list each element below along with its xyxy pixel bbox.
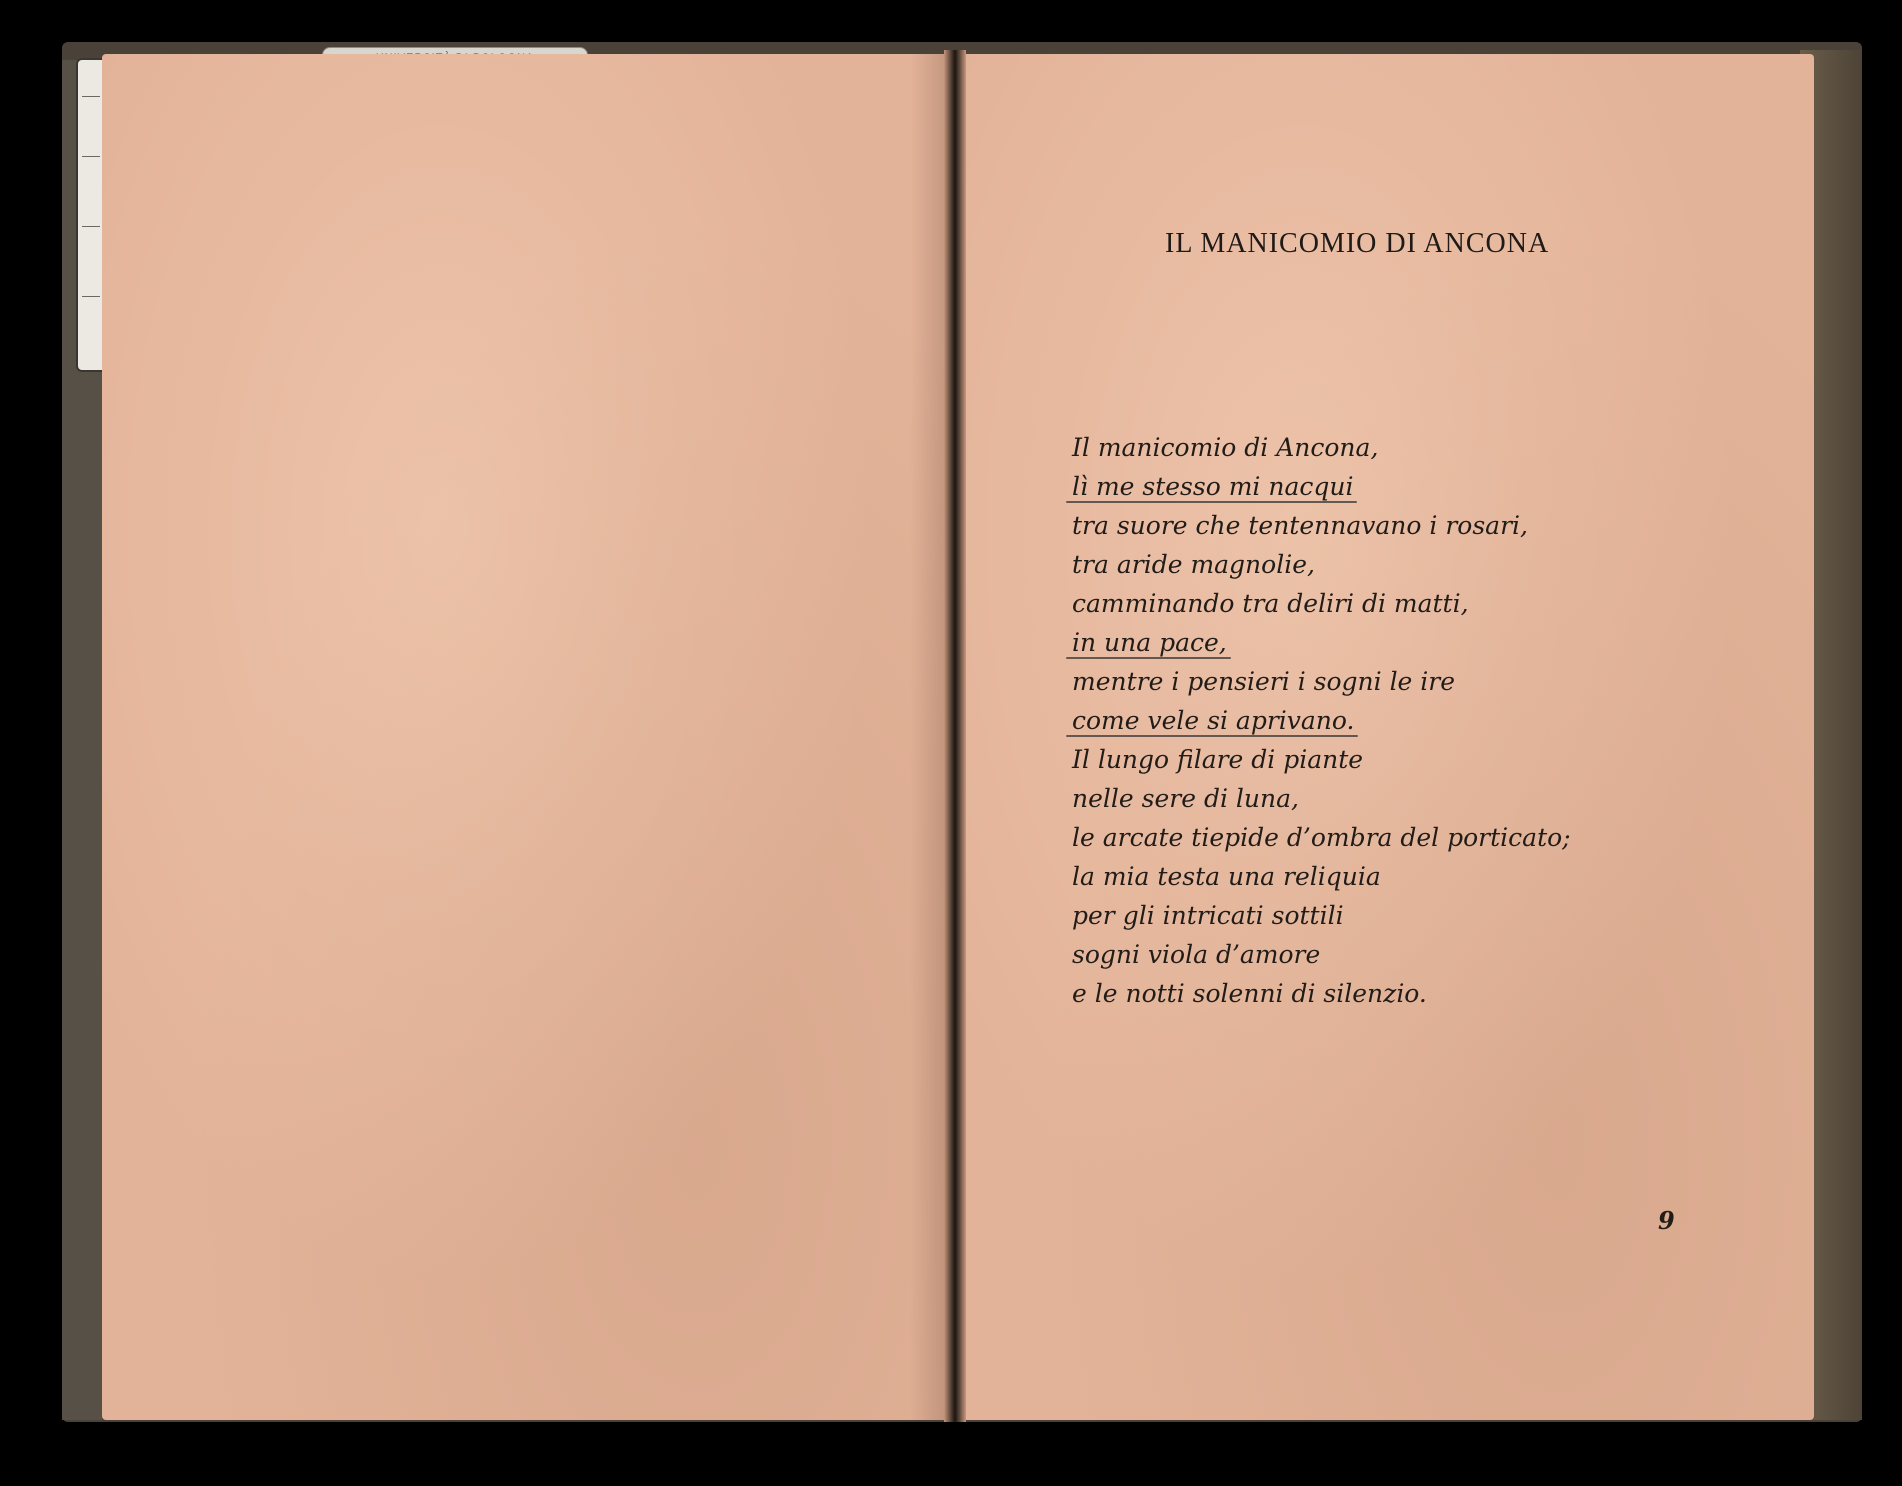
poem-line: [1072, 818, 1571, 857]
poem-line-text: come vele si aprivano.: [1072, 706, 1355, 735]
poem-line: [1072, 896, 1571, 935]
pencil-underline: [1066, 501, 1357, 503]
book-gutter: [944, 50, 966, 1422]
poem-line-text: sogni viola d’amore: [1072, 940, 1321, 969]
poem-line: [1072, 545, 1571, 584]
poem-line: [1072, 467, 1571, 506]
card-rule: [82, 296, 100, 297]
poem-line-text: Il manicomio di Ancona,: [1072, 433, 1379, 462]
poem-line-text: le arcate tiepide d’ombra del porticato;: [1072, 823, 1571, 852]
poem-body: [1072, 428, 1571, 1013]
poem-line-text: mentre i pensieri i sogni le ire: [1072, 667, 1456, 696]
poem-line-text: in una pace,: [1072, 628, 1227, 657]
poem-line: [1072, 428, 1571, 467]
poem-title: IL MANICOMIO DI ANCONA: [1165, 228, 1550, 259]
poem-line: [1072, 701, 1571, 740]
poem-line-text: lì me stesso mi nacqui: [1072, 472, 1354, 501]
page-number: 9: [1658, 1206, 1675, 1235]
poem-line: [1072, 740, 1571, 779]
card-rule: [82, 96, 100, 97]
poem-line: [1072, 779, 1571, 818]
poem-line-text: per gli intricati sottili: [1072, 901, 1344, 930]
poem-line-text: Il lungo filare di piante: [1072, 745, 1364, 774]
poem-line: [1072, 506, 1571, 545]
left-page-blank: [102, 54, 952, 1420]
poem-line: [1072, 623, 1571, 662]
poem-line: [1072, 662, 1571, 701]
poem-line-text: nelle sere di luna,: [1072, 784, 1299, 813]
poem-line-text: la mia testa una reliquia: [1072, 862, 1381, 891]
poem-line-text: tra suore che tentennavano i rosari,: [1072, 511, 1528, 540]
poem-line-text: tra aride magnolie,: [1072, 550, 1315, 579]
card-rule: [82, 156, 100, 157]
pencil-underline: [1066, 657, 1231, 659]
pencil-underline: [1066, 735, 1358, 737]
poem-line: [1072, 584, 1571, 623]
poem-line: [1072, 974, 1571, 1013]
poem-line-text: e le notti solenni di silenzio.: [1072, 979, 1427, 1008]
poem-line: [1072, 857, 1571, 896]
poem-line-text: camminando tra deliri di matti,: [1072, 589, 1469, 618]
poem-line: [1072, 935, 1571, 974]
card-rule: [82, 226, 100, 227]
